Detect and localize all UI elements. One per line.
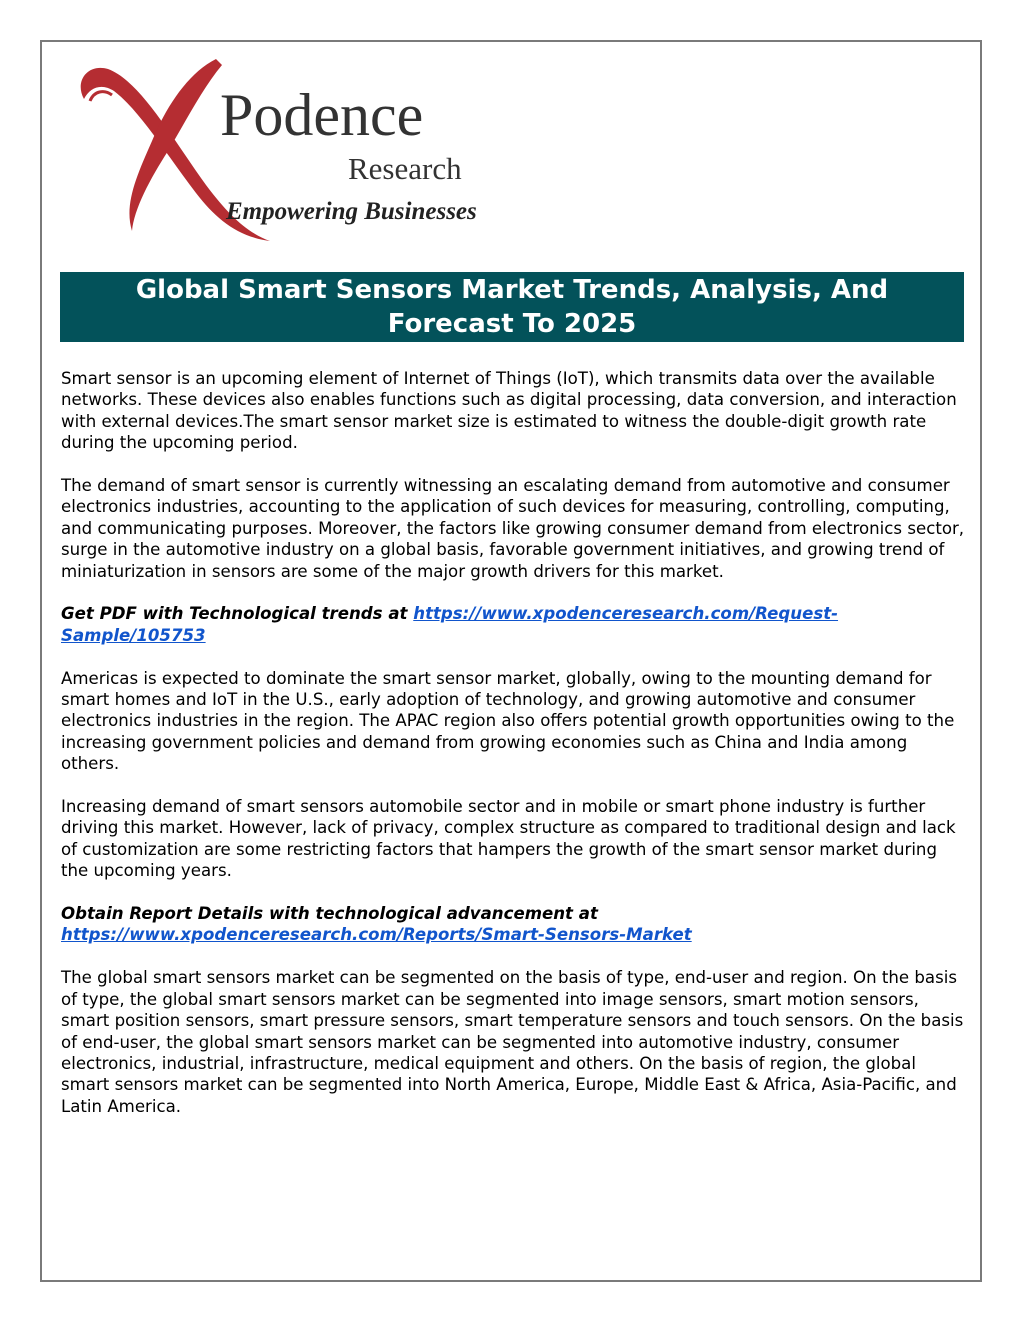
sample-link[interactable]: https://www.xpodenceresearch.com/Request-Sample/105753 bbox=[61, 604, 839, 645]
cta-pdf-text: Get PDF with Technological trends at bbox=[61, 604, 414, 624]
logo-graphic bbox=[70, 55, 480, 245]
cta-pdf bbox=[61, 603, 966, 646]
cta-report bbox=[61, 903, 966, 946]
article-body bbox=[61, 368, 966, 1139]
paragraph-drivers: Increasing demand of smart sensors automobile sector and in mobile or smart phone industry is further driving this market. However, lack of privacy, complex structure as compared to traditional design and lack of customization are some restricting factors that hampers the growth of the smart sensor market during the upcoming years. bbox=[61, 797, 956, 881]
cta-report-text: Obtain Report Details with technological advancement at bbox=[61, 904, 598, 924]
xpodence-logo bbox=[70, 55, 480, 245]
logo-sub: Research bbox=[348, 151, 462, 186]
paragraph-intro: Smart sensor is an upcoming element of Internet of Things (IoT), which transmits data over the available networks. These devices also enables functions such as digital processing, data conversion, and interaction with external devices.The smart sensor market size is estimated to witness the double-digit growth rate during the upcoming period. bbox=[61, 369, 957, 453]
page-title: Global Smart Sensors Market Trends, Analysis, And Forecast To 2025 bbox=[135, 275, 889, 339]
report-link[interactable]: https://www.xpodenceresearch.com/Reports/Smart-Sensors-Market bbox=[61, 925, 692, 945]
paragraph-demand: The demand of smart sensor is currently witnessing an escalating demand from automotive and consumer electronics industries, accounting to the application of such devices for measuring, controlling, computing, and communicating purposes. Moreover, the factors like growing consumer demand from electronics sector, surge in the automotive industry on a global basis, favorable government initiatives, and growing trend of miniaturization in sensors are some of the major growth drivers for this market. bbox=[61, 476, 965, 581]
title-banner bbox=[60, 272, 964, 342]
logo-tagline: Empowering Businesses bbox=[226, 198, 477, 225]
paragraph-regions: Americas is expected to dominate the smart sensor market, globally, owing to the mounting demand for smart homes and IoT in the U.S., early adoption of technology, and growing automotive and consumer electronics industries in the region. The APAC region also offers potential growth opportunities owing to the increasing government policies and demand from growing economies such as China and India among others. bbox=[61, 668, 955, 774]
paragraph-segmentation: The global smart sensors market can be segmented on the basis of type, end-user and region. On the basis of type, the global smart sensors market can be segmented into image sensors, smart motion sensors, smart position sensors, smart pressure sensors, smart temperature sensors and touch sensors. On the basis of end-user, the global smart sensors market can be segmented into automotive industry, consumer electronics, industrial, infrastructure, medical equipment and others. On the basis of region, the global smart sensors market can be segmented into North America, Europe, Middle East & Africa, Asia-Pacific, and Latin America. bbox=[61, 968, 964, 1116]
logo-brand: Podence bbox=[220, 82, 424, 148]
